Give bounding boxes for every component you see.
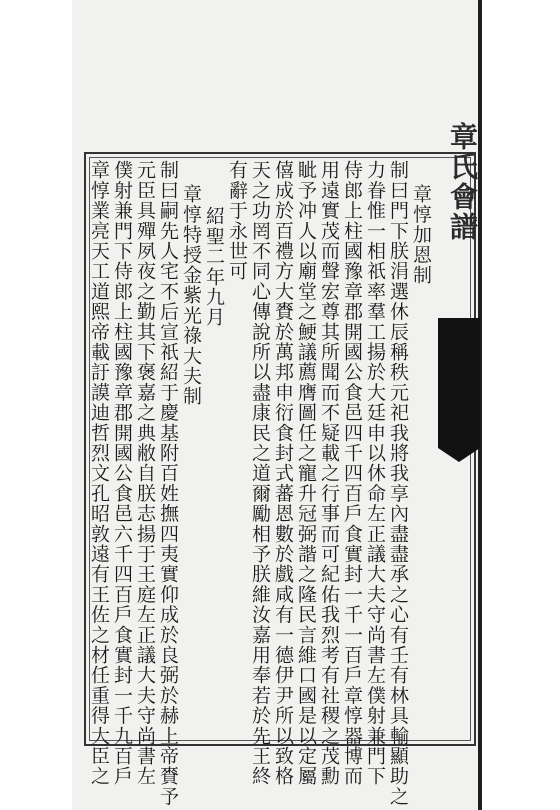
- text-column: 侍郎上柱國豫章郡開國公食邑四千四百戶食實封一千一百戶章惇器博而: [341, 160, 363, 787]
- text-column: 有辭于永世可: [226, 160, 248, 282]
- text-column: 元臣具殫夙夜之勤其下褒嘉之典敝自朕志揚于王庭左正議大夫守尚書左: [134, 160, 156, 787]
- fishtail-mark: [438, 318, 480, 448]
- text-column: 僕射兼門下侍郎上柱國豫章郡開國公食邑六千四百戶食實封一千九百戶: [111, 160, 133, 787]
- text-column: 制曰嗣先人宅不后宣祇紹于慶基附百姓撫四夷實仰成於良弼於赫上帝賚予: [157, 160, 179, 807]
- running-title: [438, 118, 478, 318]
- text-column: 章惇業亮天工道熙帝載訏謨迪哲烈文孔昭敦遠有王佐之材任重得大臣之: [88, 160, 110, 787]
- heading-column: 章惇特授金紫光祿大夫制: [180, 184, 202, 407]
- date-column: 紹聖二年九月: [203, 206, 225, 328]
- text-column: 章惇加恩制: [410, 184, 432, 285]
- text-column: 僖成於百禮方大賚於萬邦申衍食封式蕃恩數於戲咸有一德伊尹所以致格: [272, 160, 294, 787]
- text-column: 用遠實茂而聲宏尊其所聞而不疑載之行事而可紀佑我烈考有社稷之茂勳: [318, 160, 340, 787]
- text-column: 眦予冲人以廟堂之鯁議薦膺圖任之寵升冠弼諧之隆民言維口國是以定屬: [295, 160, 317, 787]
- text-column: 天之功罔不同心傳說所以盡康民之道爾勵相予朕維汝嘉用奉若於先王終: [249, 160, 271, 787]
- text-column: 力眷惟一相祇率羣工揚於大廷申以休命左正議大夫守尚書左僕射兼門下: [364, 160, 386, 787]
- text-body: [88, 160, 432, 807]
- text-column: 制曰門下朕涓選休辰稱秩元祀我將我享內盡盡承之心有壬有林具輸顯助之: [387, 160, 409, 807]
- book-title: 章氏會譜: [446, 122, 479, 242]
